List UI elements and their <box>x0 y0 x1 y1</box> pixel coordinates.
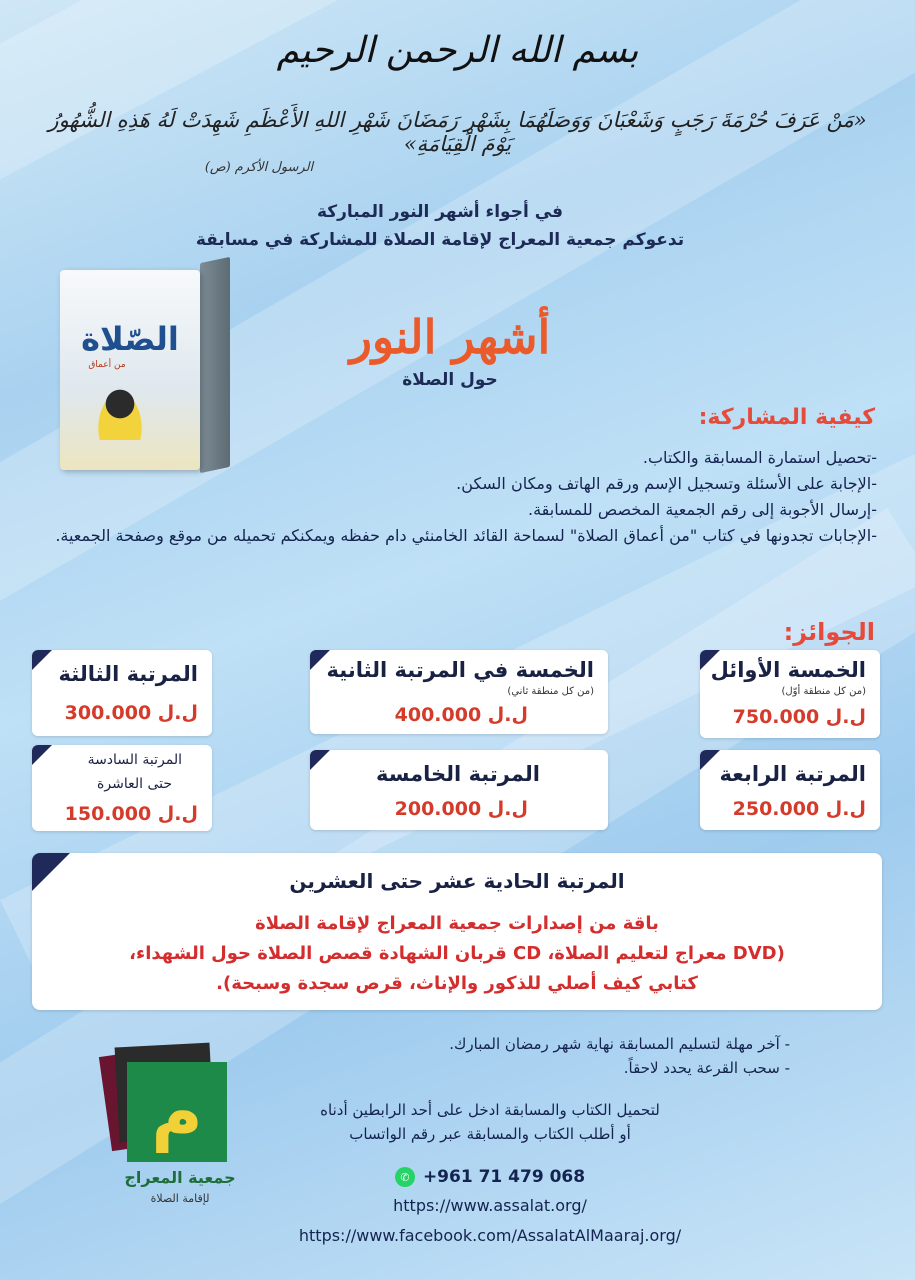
website-link[interactable]: https://www.assalat.org/ <box>393 1196 587 1215</box>
hadith-quote: «مَنْ عَرَفَ حُرْمَةَ رَجَبٍ وَشَعْبَانَ وَوَصَلَهُمَا بِشَهْرِ رَمَضَانَ شَهْرِ اللهِ الأَعْظَمِ شَهِدَتْ لَهُ هَذِهِ الشُّهُورُ يَوْمَ الْقِيَامَةِ» <box>48 108 867 156</box>
contest-subtitle: حول الصلاة <box>402 370 498 390</box>
prize-card-2 <box>310 650 608 734</box>
hadith-source: الرسول الأكرم (ص) <box>204 160 314 175</box>
prize-card-1 <box>700 650 880 738</box>
book-subtitle: من أعماق <box>88 360 126 370</box>
big-prize-line: كتابي كيف أصلي للذكور والإناث، قرص سجدة وسبحة). <box>216 973 698 994</box>
book-illustration <box>90 380 150 440</box>
facebook-link[interactable]: https://www.facebook.com/AssalatAlMaaraj.org/ <box>298 1226 682 1245</box>
prize-title: المرتبة الثالثة <box>58 662 198 686</box>
how-item: -إرسال الأجوبة إلى رقم الجمعية المخصص للمسابقة. <box>528 500 877 519</box>
prize-note: (من كل منطقة أوّل) <box>781 686 866 697</box>
how-list <box>37 446 877 550</box>
contest-title: أشهر النور <box>349 310 551 364</box>
big-prize-lines <box>32 909 882 999</box>
prize-card-5 <box>310 750 608 830</box>
prize-amount: 300.000 ل.ل <box>64 702 198 724</box>
logo-glyph-icon: م <box>151 1071 203 1153</box>
prize-title: المرتبة الرابعة <box>719 762 866 786</box>
prize-title: الخمسة في المرتبة الثانية <box>326 658 594 682</box>
card-corner <box>310 750 330 770</box>
prize-title: المرتبة السادسة <box>87 752 182 768</box>
prize-amount: 250.000 ل.ل <box>732 798 866 820</box>
card-corner <box>32 745 52 765</box>
whatsapp-icon: ✆ <box>395 1167 415 1187</box>
prize-card-3 <box>32 650 212 736</box>
download-line-1: لتحميل الكتاب والمسابقة ادخل على أحد الرابطين أدناه <box>320 1101 660 1119</box>
big-prize-line: (DVD معراج لتعليم الصلاة، CD قربان الشهادة قصص الصلاة حول الشهداء، <box>129 943 785 964</box>
big-prize-title: المرتبة الحادية عشر حتى العشرين <box>289 869 625 893</box>
book-cover-image <box>60 255 230 470</box>
phone-number[interactable]: +961 71 479 068 <box>422 1167 586 1187</box>
logo-name: جمعية المعراج <box>124 1168 236 1187</box>
prize-card-6 <box>32 745 212 831</box>
book-title: الصّلاة <box>81 320 179 358</box>
logo-subtitle: لإقامة الصلاة <box>150 1192 210 1205</box>
prize-title: الخمسة الأوائل <box>710 658 866 682</box>
book-front <box>60 270 200 470</box>
footer-notes <box>190 1032 790 1080</box>
big-prize-line: باقة من إصدارات جمعية المعراج لإقامة الصلاة <box>255 913 659 934</box>
intro-line-2: تدعوكم جمعية المعراج لإقامة الصلاة للمشاركة في مسابقة <box>195 230 685 250</box>
download-line-2: أو أطلب الكتاب والمسابقة عبر رقم الواتساب <box>349 1125 631 1143</box>
association-logo <box>105 1040 245 1220</box>
phone-row[interactable] <box>300 1167 680 1187</box>
prize-amount: 400.000 ل.ل <box>394 704 528 726</box>
intro-line-1: في أجواء أشهر النور المباركة <box>316 202 564 222</box>
how-item: -الإجابة على الأسئلة وتسجيل الإسم ورقم الهاتف ومكان السكن. <box>456 474 877 493</box>
card-corner <box>32 650 52 670</box>
prize-amount: 200.000 ل.ل <box>394 798 528 820</box>
basmala: بسم الله الرحمن الرحيم <box>276 30 639 71</box>
download-text <box>300 1098 680 1146</box>
how-item: -الإجابات تجدونها في كتاب "من أعماق الصلاة" لسماحة القائد الخامنئي دام حفظه ويمكنكم تحميله من موقع وصفحة الجمعية. <box>55 526 877 545</box>
draw-note: - سحب القرعة يحدد لاحقاً. <box>623 1059 790 1077</box>
prize-title: المرتبة الخامسة <box>376 762 540 786</box>
deadline-note: - آخر مهلة لتسليم المسابقة نهاية شهر رمضان المبارك. <box>449 1035 790 1053</box>
how-item: -تحصيل استمارة المسابقة والكتاب. <box>642 448 877 467</box>
how-heading: كيفية المشاركة: <box>698 405 875 430</box>
prizes-heading: الجوائز: <box>783 618 875 646</box>
prize-note: (من كل منطقة ثاني) <box>507 686 594 697</box>
card-corner <box>700 750 720 770</box>
prize-amount: 750.000 ل.ل <box>732 706 866 728</box>
prize-title-2: حتى العاشرة <box>97 776 172 792</box>
prize-card-big <box>32 853 882 1010</box>
prize-amount: 150.000 ل.ل <box>64 803 198 825</box>
prize-card-4 <box>700 750 880 830</box>
book-spine <box>200 257 230 473</box>
